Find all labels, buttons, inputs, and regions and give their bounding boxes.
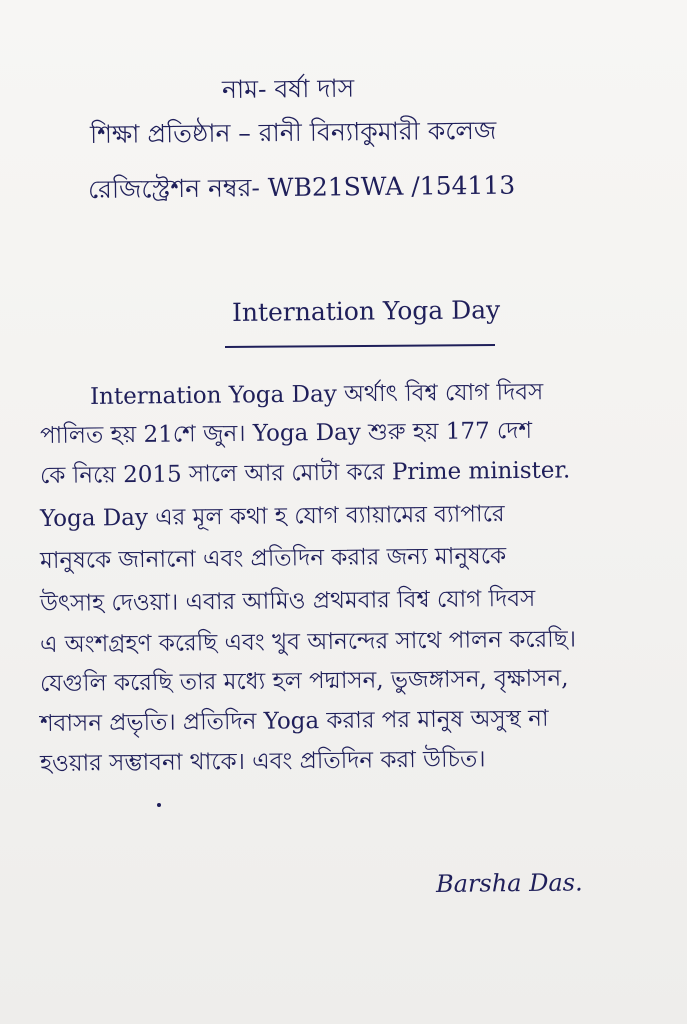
title-underline [225, 344, 495, 348]
essay-line: উৎসাহ দেওয়া। এবার আমিও প্রথমবার বিশ্ব যোগ দিবস [39, 585, 536, 617]
essay-line: পালিত হয় 21শে জুন। Yoga Day শুরু হয় 177 দেশ [39, 417, 533, 449]
essay-line: যেগুলি করেছি তার মধ্যে হল পদ্মাসন, ভুজঙ্গাসন, বৃক্ষাসন, [39, 665, 569, 697]
essay-line: কে নিয়ে 2015 সালে আর মোটা করে Prime minister. [39, 457, 571, 489]
student-name: নাম- বর্ষা দাস [221, 73, 355, 104]
essay-line: হওয়ার সম্ভাবনা থাকে। এবং প্রতিদিন করা উচিত। [39, 746, 486, 777]
essay-line: Yoga Day এর মূল কথা হ যোগ ব্যায়ামের ব্যাপারে [39, 501, 505, 532]
essay-line: Internation Yoga Day অর্থাৎ বিশ্ব যোগ দিবস [89, 379, 544, 410]
signature: Barsha Das. [435, 868, 583, 898]
essay-title: Internation Yoga Day [231, 295, 501, 327]
ink-dot [157, 803, 161, 807]
institution-name: শিক্ষা প্রতিষ্ঠান – রানী বিন্যাকুমারী কলেজ [89, 115, 497, 149]
essay-line: এ অংশগ্রহণ করেছি এবং খুব আনন্দের সাথে পালন করেছি। [39, 626, 577, 658]
registration-number: রেজিস্ট্রেশন নম্বর- WB21SWA /154113 [87, 170, 516, 204]
essay-line: মানুষকে জানানো এবং প্রতিদিন করার জন্য মানুষকে [39, 543, 507, 574]
essay-line: শবাসন প্রভৃতি। প্রতিদিন Yoga করার পর মানুষ অসুস্থ না [39, 705, 549, 737]
